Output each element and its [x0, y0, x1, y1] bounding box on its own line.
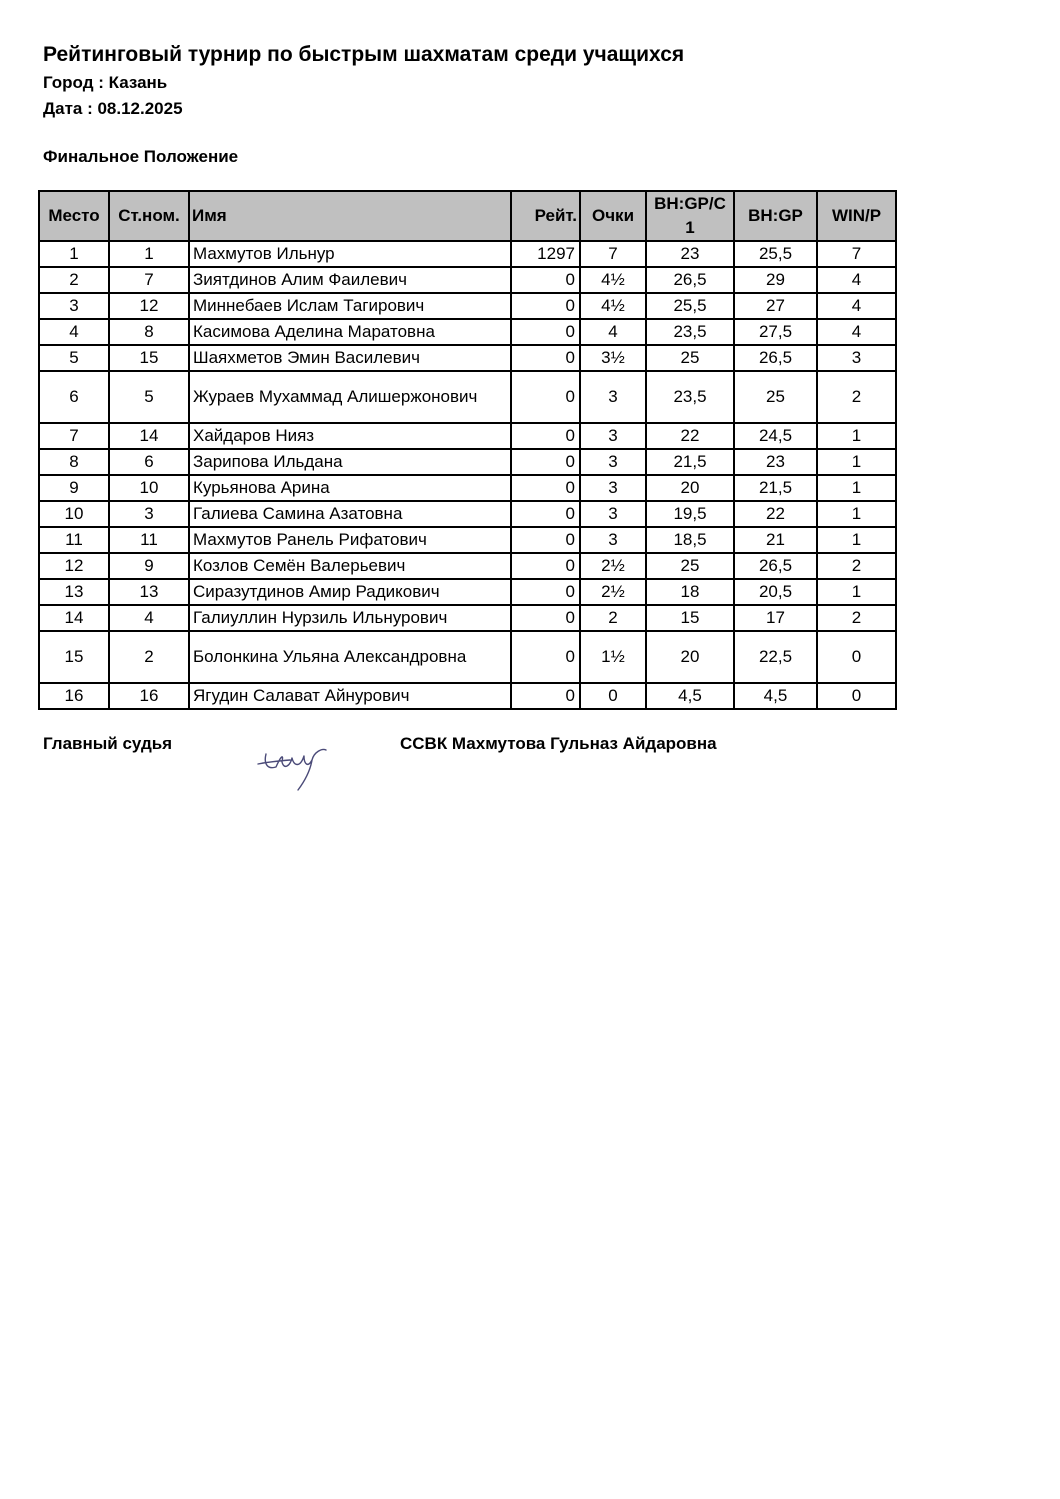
cell-name: Махмутов Ранель Рифатович — [189, 527, 511, 553]
cell-win-p: 7 — [817, 241, 896, 267]
table-row — [39, 293, 896, 319]
cell-rating: 1297 — [511, 241, 580, 267]
cell-name: Галиуллин Нурзиль Ильнурович — [189, 605, 511, 631]
table-row — [39, 683, 896, 709]
cell-points: 3 — [580, 449, 646, 475]
cell-rating: 0 — [511, 501, 580, 527]
cell-bh-gp: 27 — [734, 293, 817, 319]
cell-win-p: 1 — [817, 501, 896, 527]
cell-points: 3 — [580, 527, 646, 553]
cell-rating: 0 — [511, 553, 580, 579]
cell-bh-gp-c1: 23,5 — [646, 319, 734, 345]
cell-name: Жураев Мухаммад Алишержонович — [189, 371, 511, 423]
cell-bh-gp-c1: 25 — [646, 553, 734, 579]
cell-bh-gp: 17 — [734, 605, 817, 631]
cell-name: Махмутов Ильнур — [189, 241, 511, 267]
table-row — [39, 553, 896, 579]
cell-start-number: 5 — [109, 371, 189, 423]
cell-points: 2½ — [580, 579, 646, 605]
cell-place: 1 — [39, 241, 109, 267]
cell-bh-gp-c1: 19,5 — [646, 501, 734, 527]
cell-place: 4 — [39, 319, 109, 345]
column-header-bh-gp-c1: BH:GP/C 1 — [646, 191, 734, 241]
table-row — [39, 267, 896, 293]
cell-name: Курьянова Арина — [189, 475, 511, 501]
cell-rating: 0 — [511, 475, 580, 501]
cell-win-p: 2 — [817, 553, 896, 579]
cell-points: 1½ — [580, 631, 646, 683]
table-row — [39, 371, 896, 423]
cell-bh-gp-c1: 21,5 — [646, 449, 734, 475]
cell-start-number: 11 — [109, 527, 189, 553]
cell-place: 15 — [39, 631, 109, 683]
cell-points: 3 — [580, 423, 646, 449]
cell-start-number: 16 — [109, 683, 189, 709]
cell-win-p: 4 — [817, 319, 896, 345]
column-header-start-number: Ст.ном. — [109, 191, 189, 241]
chief-judge-label: Главный судья — [43, 734, 173, 753]
cell-name: Сиразутдинов Амир Радикович — [189, 579, 511, 605]
column-header-points: Очки — [580, 191, 646, 241]
cell-bh-gp-c1: 23,5 — [646, 371, 734, 423]
cell-bh-gp: 24,5 — [734, 423, 817, 449]
cell-points: 4½ — [580, 267, 646, 293]
cell-points: 3 — [580, 371, 646, 423]
cell-win-p: 0 — [817, 631, 896, 683]
cell-rating: 0 — [511, 605, 580, 631]
cell-win-p: 1 — [817, 449, 896, 475]
table-row — [39, 501, 896, 527]
cell-bh-gp: 20,5 — [734, 579, 817, 605]
cell-name: Козлов Семён Валерьевич — [189, 553, 511, 579]
cell-place: 7 — [39, 423, 109, 449]
cell-start-number: 9 — [109, 553, 189, 579]
cell-win-p: 3 — [817, 345, 896, 371]
city-line: Город : Казань — [43, 73, 168, 92]
cell-place: 10 — [39, 501, 109, 527]
cell-bh-gp: 21 — [734, 527, 817, 553]
table-row — [39, 631, 896, 683]
cell-place: 2 — [39, 267, 109, 293]
column-header-win-p: WIN/P — [817, 191, 896, 241]
cell-points: 2½ — [580, 553, 646, 579]
cell-start-number: 15 — [109, 345, 189, 371]
cell-bh-gp: 22 — [734, 501, 817, 527]
cell-win-p: 1 — [817, 579, 896, 605]
cell-bh-gp-c1: 23 — [646, 241, 734, 267]
cell-name: Шаяхметов Эмин Василевич — [189, 345, 511, 371]
cell-name: Ягудин Салават Айнурович — [189, 683, 511, 709]
cell-bh-gp: 22,5 — [734, 631, 817, 683]
cell-win-p: 1 — [817, 423, 896, 449]
cell-win-p: 1 — [817, 527, 896, 553]
cell-bh-gp-c1: 20 — [646, 475, 734, 501]
cell-bh-gp: 29 — [734, 267, 817, 293]
column-header-name: Имя — [189, 191, 511, 241]
cell-win-p: 0 — [817, 683, 896, 709]
cell-bh-gp: 25 — [734, 371, 817, 423]
cell-name: Галиева Самина Азатовна — [189, 501, 511, 527]
table-row — [39, 579, 896, 605]
cell-start-number: 14 — [109, 423, 189, 449]
cell-start-number: 6 — [109, 449, 189, 475]
cell-place: 14 — [39, 605, 109, 631]
cell-rating: 0 — [511, 683, 580, 709]
cell-bh-gp-c1: 26,5 — [646, 267, 734, 293]
cell-rating: 0 — [511, 267, 580, 293]
cell-name: Зиятдинов Алим Фаилевич — [189, 267, 511, 293]
cell-start-number: 12 — [109, 293, 189, 319]
cell-start-number: 2 — [109, 631, 189, 683]
cell-bh-gp: 23 — [734, 449, 817, 475]
cell-win-p: 4 — [817, 267, 896, 293]
cell-points: 7 — [580, 241, 646, 267]
final-standings-heading: Финальное Положение — [43, 147, 239, 166]
cell-start-number: 10 — [109, 475, 189, 501]
cell-points: 3 — [580, 501, 646, 527]
cell-bh-gp-c1: 18,5 — [646, 527, 734, 553]
cell-start-number: 8 — [109, 319, 189, 345]
cell-win-p: 4 — [817, 293, 896, 319]
cell-place: 11 — [39, 527, 109, 553]
table-row — [39, 475, 896, 501]
cell-bh-gp-c1: 4,5 — [646, 683, 734, 709]
cell-place: 12 — [39, 553, 109, 579]
cell-points: 4 — [580, 319, 646, 345]
cell-bh-gp: 26,5 — [734, 553, 817, 579]
cell-start-number: 4 — [109, 605, 189, 631]
cell-rating: 0 — [511, 579, 580, 605]
cell-rating: 0 — [511, 345, 580, 371]
cell-place: 6 — [39, 371, 109, 423]
document-title: Рейтинговый турнир по быстрым шахматам среди учащихся — [43, 43, 685, 66]
table-row — [39, 345, 896, 371]
cell-place: 3 — [39, 293, 109, 319]
cell-rating: 0 — [511, 423, 580, 449]
cell-start-number: 13 — [109, 579, 189, 605]
cell-start-number: 7 — [109, 267, 189, 293]
cell-bh-gp-c1: 20 — [646, 631, 734, 683]
cell-place: 13 — [39, 579, 109, 605]
cell-points: 3½ — [580, 345, 646, 371]
cell-bh-gp-c1: 15 — [646, 605, 734, 631]
cell-bh-gp-c1: 25 — [646, 345, 734, 371]
table-row — [39, 319, 896, 345]
cell-place: 8 — [39, 449, 109, 475]
cell-name: Касимова Аделина Маратовна — [189, 319, 511, 345]
table-row — [39, 423, 896, 449]
cell-bh-gp-c1: 25,5 — [646, 293, 734, 319]
cell-rating: 0 — [511, 527, 580, 553]
cell-points: 2 — [580, 605, 646, 631]
cell-win-p: 2 — [817, 371, 896, 423]
cell-rating: 0 — [511, 293, 580, 319]
cell-start-number: 1 — [109, 241, 189, 267]
table-row — [39, 605, 896, 631]
cell-win-p: 2 — [817, 605, 896, 631]
column-header-bh-gp: BH:GP — [734, 191, 817, 241]
table-row — [39, 527, 896, 553]
header-row — [39, 191, 896, 241]
cell-bh-gp-c1: 22 — [646, 423, 734, 449]
cell-rating: 0 — [511, 631, 580, 683]
column-header-rating: Рейт. — [511, 191, 580, 241]
cell-rating: 0 — [511, 319, 580, 345]
cell-name: Миннебаев Ислам Тагирович — [189, 293, 511, 319]
signature-icon — [254, 734, 334, 792]
cell-place: 5 — [39, 345, 109, 371]
table-row — [39, 241, 896, 267]
cell-bh-gp: 26,5 — [734, 345, 817, 371]
cell-rating: 0 — [511, 449, 580, 475]
chief-judge-name: ССВК Махмутова Гульназ Айдаровна — [400, 734, 717, 753]
cell-bh-gp: 25,5 — [734, 241, 817, 267]
cell-bh-gp: 4,5 — [734, 683, 817, 709]
column-header-place: Место — [39, 191, 109, 241]
cell-name: Зарипова Ильдана — [189, 449, 511, 475]
date-line: Дата : 08.12.2025 — [43, 99, 183, 118]
table-row — [39, 449, 896, 475]
cell-win-p: 1 — [817, 475, 896, 501]
cell-name: Болонкина Ульяна Александровна — [189, 631, 511, 683]
cell-bh-gp-c1: 18 — [646, 579, 734, 605]
cell-rating: 0 — [511, 371, 580, 423]
cell-points: 3 — [580, 475, 646, 501]
cell-place: 9 — [39, 475, 109, 501]
cell-name: Хайдаров Нияз — [189, 423, 511, 449]
cell-bh-gp: 21,5 — [734, 475, 817, 501]
cell-start-number: 3 — [109, 501, 189, 527]
cell-bh-gp: 27,5 — [734, 319, 817, 345]
cell-place: 16 — [39, 683, 109, 709]
cell-points: 0 — [580, 683, 646, 709]
cell-points: 4½ — [580, 293, 646, 319]
standings-table — [38, 190, 897, 710]
